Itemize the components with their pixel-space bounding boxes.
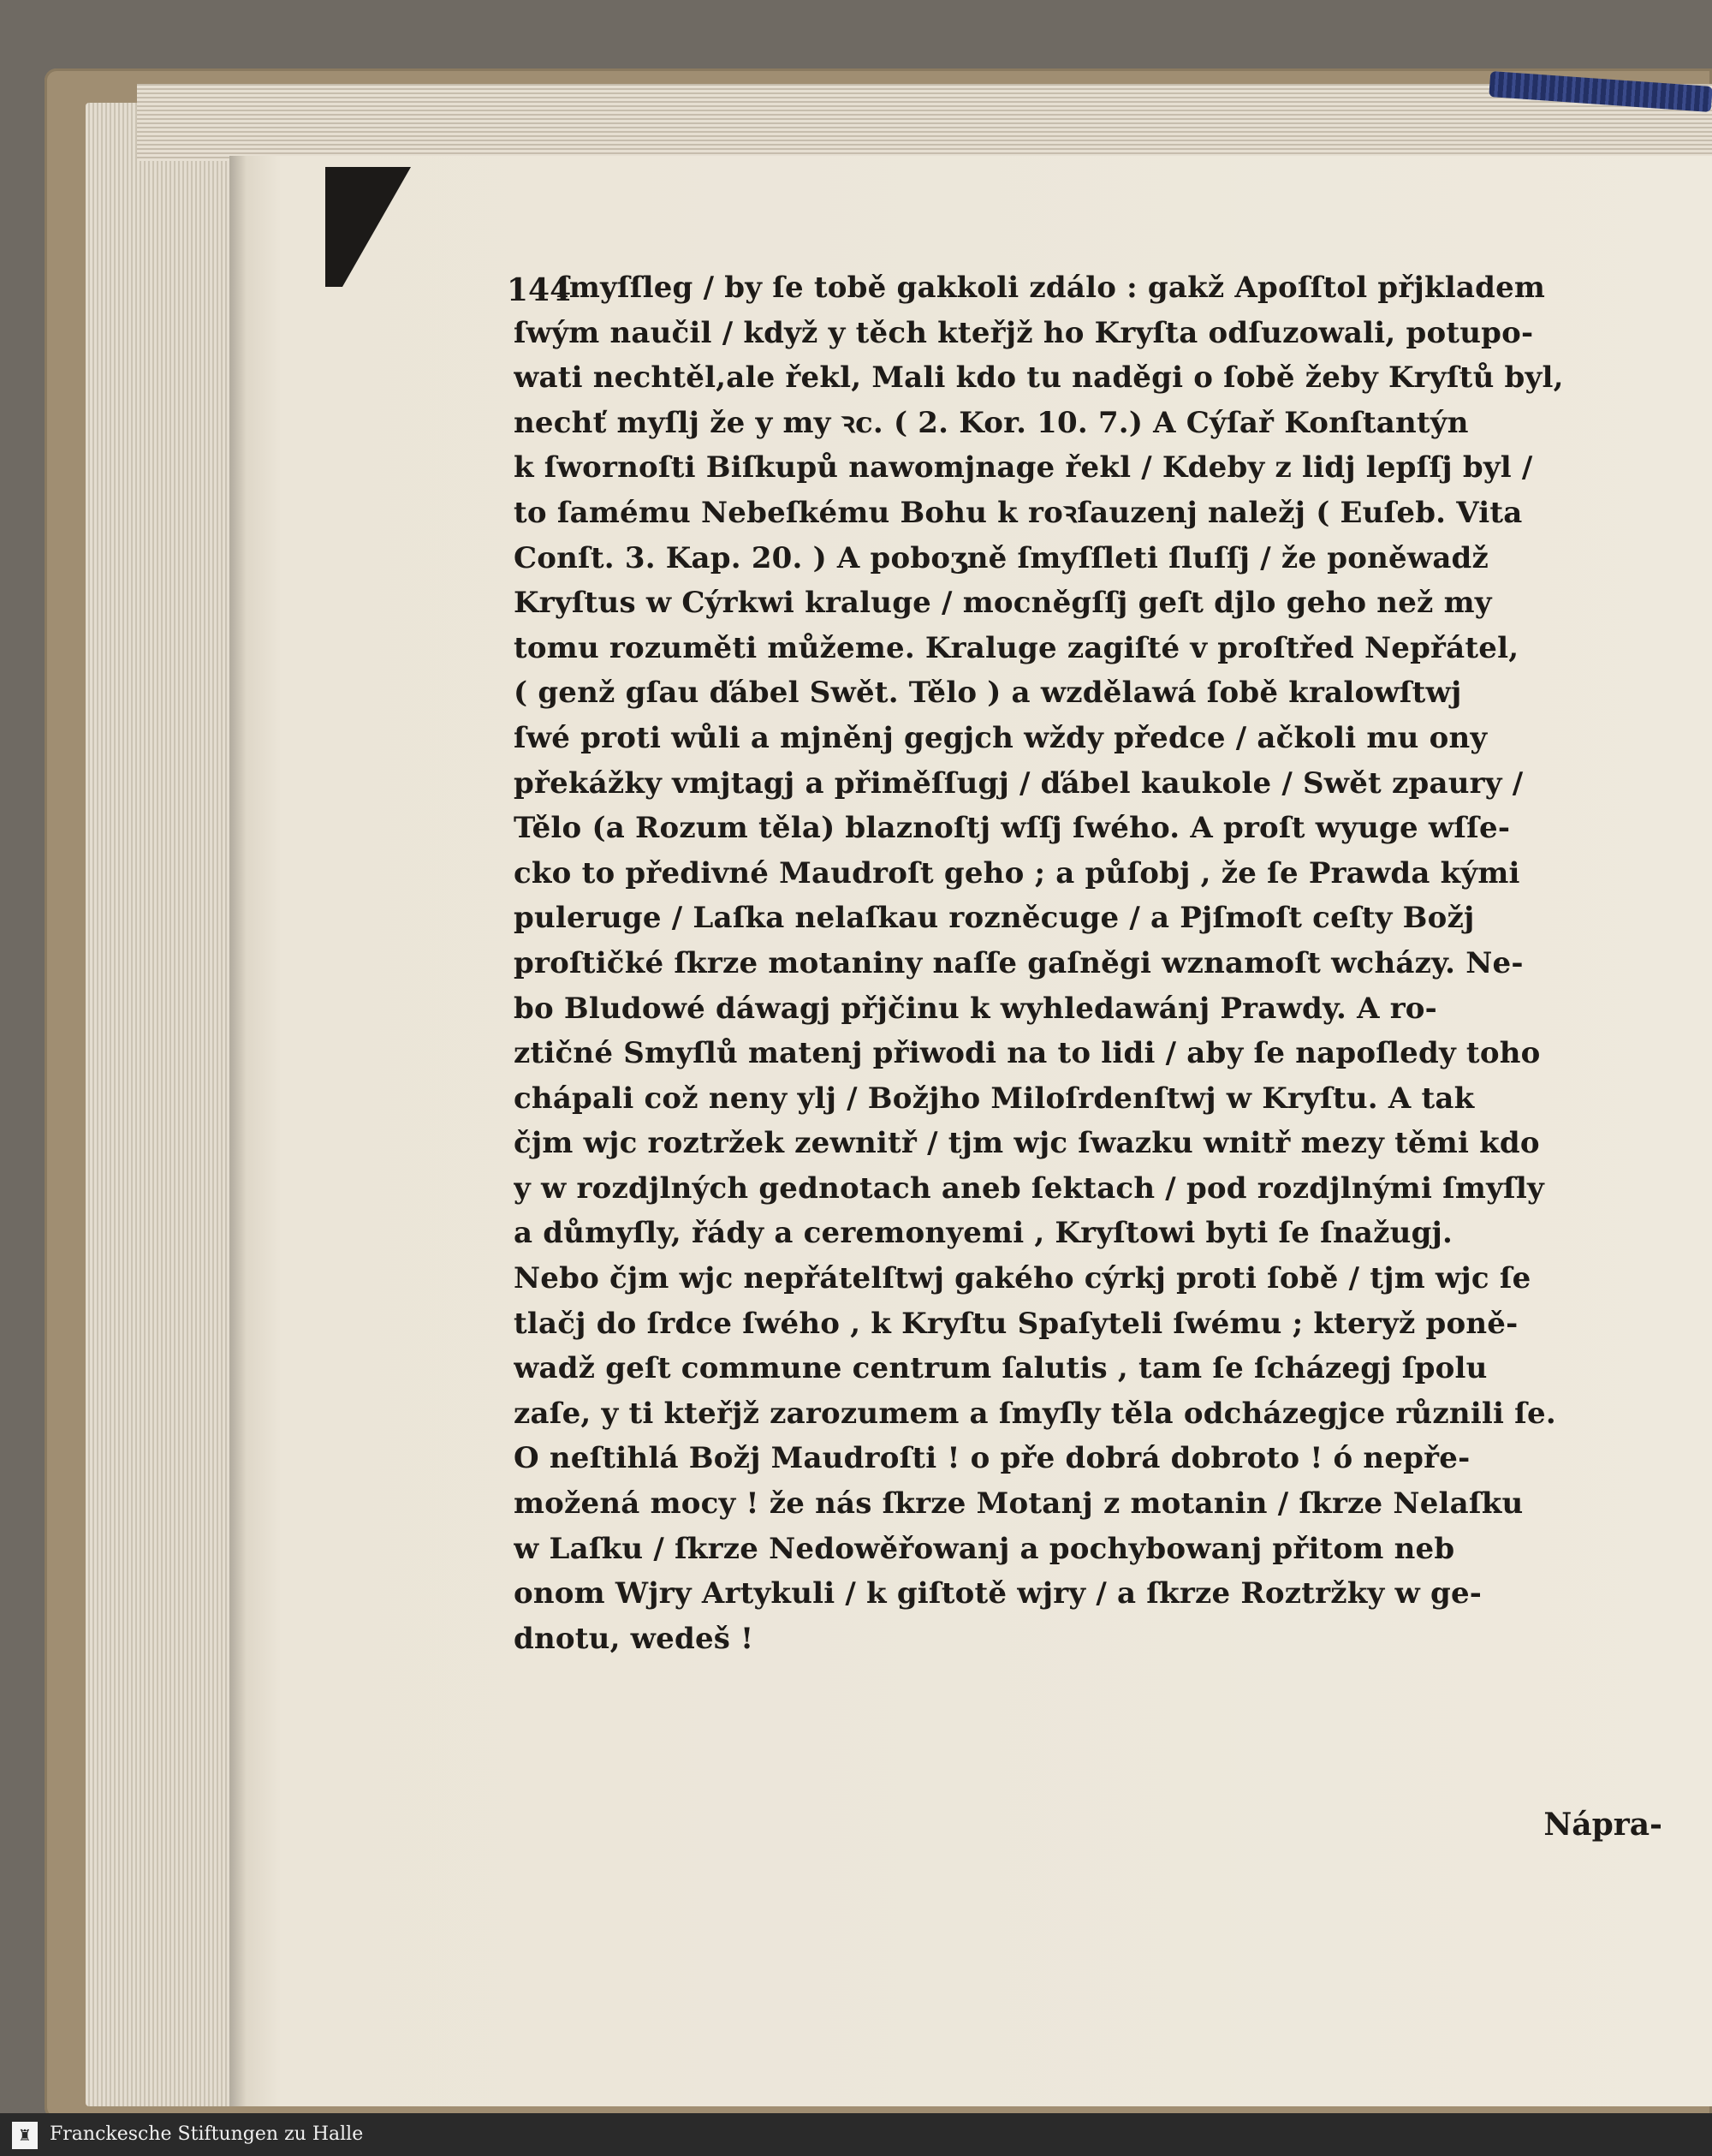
text-line: možená mocy ! že nás ſkrze Motanj z motanin / ſkrze Nelaſku bbox=[514, 1486, 1524, 1522]
text-line: čjm wjc roztržek zewnitř / tjm wjc ſwazku wnitř mezy těmi kdo bbox=[514, 1126, 1540, 1161]
gutter-shadow bbox=[229, 156, 247, 2106]
text-line: ſmyſſleg / by ſe tobě gakkoli zdálo : gakž Apoſſtol přjkladem bbox=[556, 271, 1546, 305]
text-line: ſwé proti wůli a mjněnj gegjch wždy předce / ačkoli mu ony bbox=[514, 720, 1488, 755]
text-line: chápali což neny ylj / Božjho Miloſrdenſtwj w Kryſtu. A tak bbox=[514, 1081, 1475, 1116]
text-line: Conſt. 3. Kap. 20. ) A poboʒně ſmyſſleti ſluſſj / že poněwadž bbox=[514, 540, 1489, 575]
text-line: nechť myſlj že y my ꝛc. ( 2. Kor. 10. 7.) A Cýſař Konſtantýn bbox=[514, 405, 1469, 440]
page-text bbox=[514, 265, 1661, 1661]
text-line: Tělo (a Rozum těla) blaznoſtj wſſj ſwého. A proſt wyuge wſſe- bbox=[514, 811, 1511, 846]
text-line: ſwým naučil / když y těch kteřjž ho Kryſta odſuzowali, potupo- bbox=[514, 315, 1534, 350]
text-line: ( genž gſau ďábel Swět. Tělo ) a wzdělawá ſobě kralowſtwj bbox=[514, 676, 1462, 711]
text-line: y w rozdjlných gednotach aneb ſektach / pod rozdjlnými ſmyſly bbox=[514, 1170, 1544, 1206]
text-line: a důmyſly, řády a ceremonyemi , Kryſtowi byti ſe ſnažugj. bbox=[514, 1216, 1453, 1251]
text-line: wadž geſt commune centrum ſalutis , tam ſe ſcházegj ſpolu bbox=[514, 1351, 1488, 1386]
text-line: Nebo čjm wjc nepřátelſtwj gakého cýrkj proti ſobě / tjm wjc ſe bbox=[514, 1261, 1531, 1296]
text-line: w Laſku / ſkrze Nedowěřowanj a pochybowanj přitom neb bbox=[514, 1531, 1455, 1566]
institution-logo-icon: ♜ bbox=[12, 2122, 38, 2149]
text-line: tlačj do ſrdce ſwého , k Kryſtu Spaſyteli ſwému ; kteryž poně- bbox=[514, 1306, 1519, 1341]
archive-footer-bar bbox=[0, 2113, 1712, 2156]
top-page-edges bbox=[137, 84, 1712, 161]
institution-label: Franckesche Stiftungen zu Halle bbox=[50, 2123, 364, 2145]
text-line: onom Wjry Artykuli / k giſtotě wjry / a ſkrze Roztržky w ge- bbox=[514, 1576, 1483, 1611]
text-line: O neſtihlá Božj Maudroſti ! o pře dobrá dobroto ! ó nepře- bbox=[514, 1441, 1471, 1476]
text-line: zaſe, y ti kteřjž zarozumem a ſmyſly těla odcházegjce různili ſe. bbox=[514, 1396, 1556, 1431]
text-line: překážky vmjtagj a přiměſſugj / ďábel kaukole / Swět zpaury / bbox=[514, 765, 1524, 801]
text-line: cko to předivné Maudroſt geho ; a půſobj , že ſe Prawda kými bbox=[514, 855, 1520, 890]
text-line: Kryſtus w Cýrkwi kraluge / mocněgſſj geſt djlo geho než my bbox=[514, 586, 1492, 621]
page-number: 144 bbox=[507, 272, 572, 308]
text-line: proſtičké ſkrze motaniny naſſe gaſněgi wznamoſt wcházy. Ne- bbox=[514, 945, 1524, 980]
text-line: k ſwornoſti Biſkupů nawomjnage řekl / Kdeby z lidj lepſſj byl / bbox=[514, 450, 1533, 485]
text-line: puleruge / Laſka nelaſkau rozněcuge / a Pjſmoſt ceſty Božj bbox=[514, 901, 1475, 936]
text-line: wati nechtěl,ale řekl, Mali kdo tu naděgi o ſobě žeby Kryſtů byl, bbox=[514, 360, 1564, 396]
catchword: Nápra- bbox=[1543, 1807, 1662, 1843]
text-line: dnotu, wedeš ! bbox=[514, 1621, 754, 1656]
text-line: tomu rozuměti můžeme. Kraluge zagiſté v proſtřed Nepřátel, bbox=[514, 630, 1519, 665]
text-line: ztičné Smyſlů matenj přiwodi na to lidi / aby ſe napoſledy toho bbox=[514, 1036, 1541, 1071]
text-line: bo Bludowé dáwagj přjčinu k wyhledawánj Prawdy. A ro- bbox=[514, 991, 1437, 1026]
text-line: to ſamému Nebeſkému Bohu k roꝛſauzenj naležj ( Euſeb. Vita bbox=[514, 495, 1523, 530]
